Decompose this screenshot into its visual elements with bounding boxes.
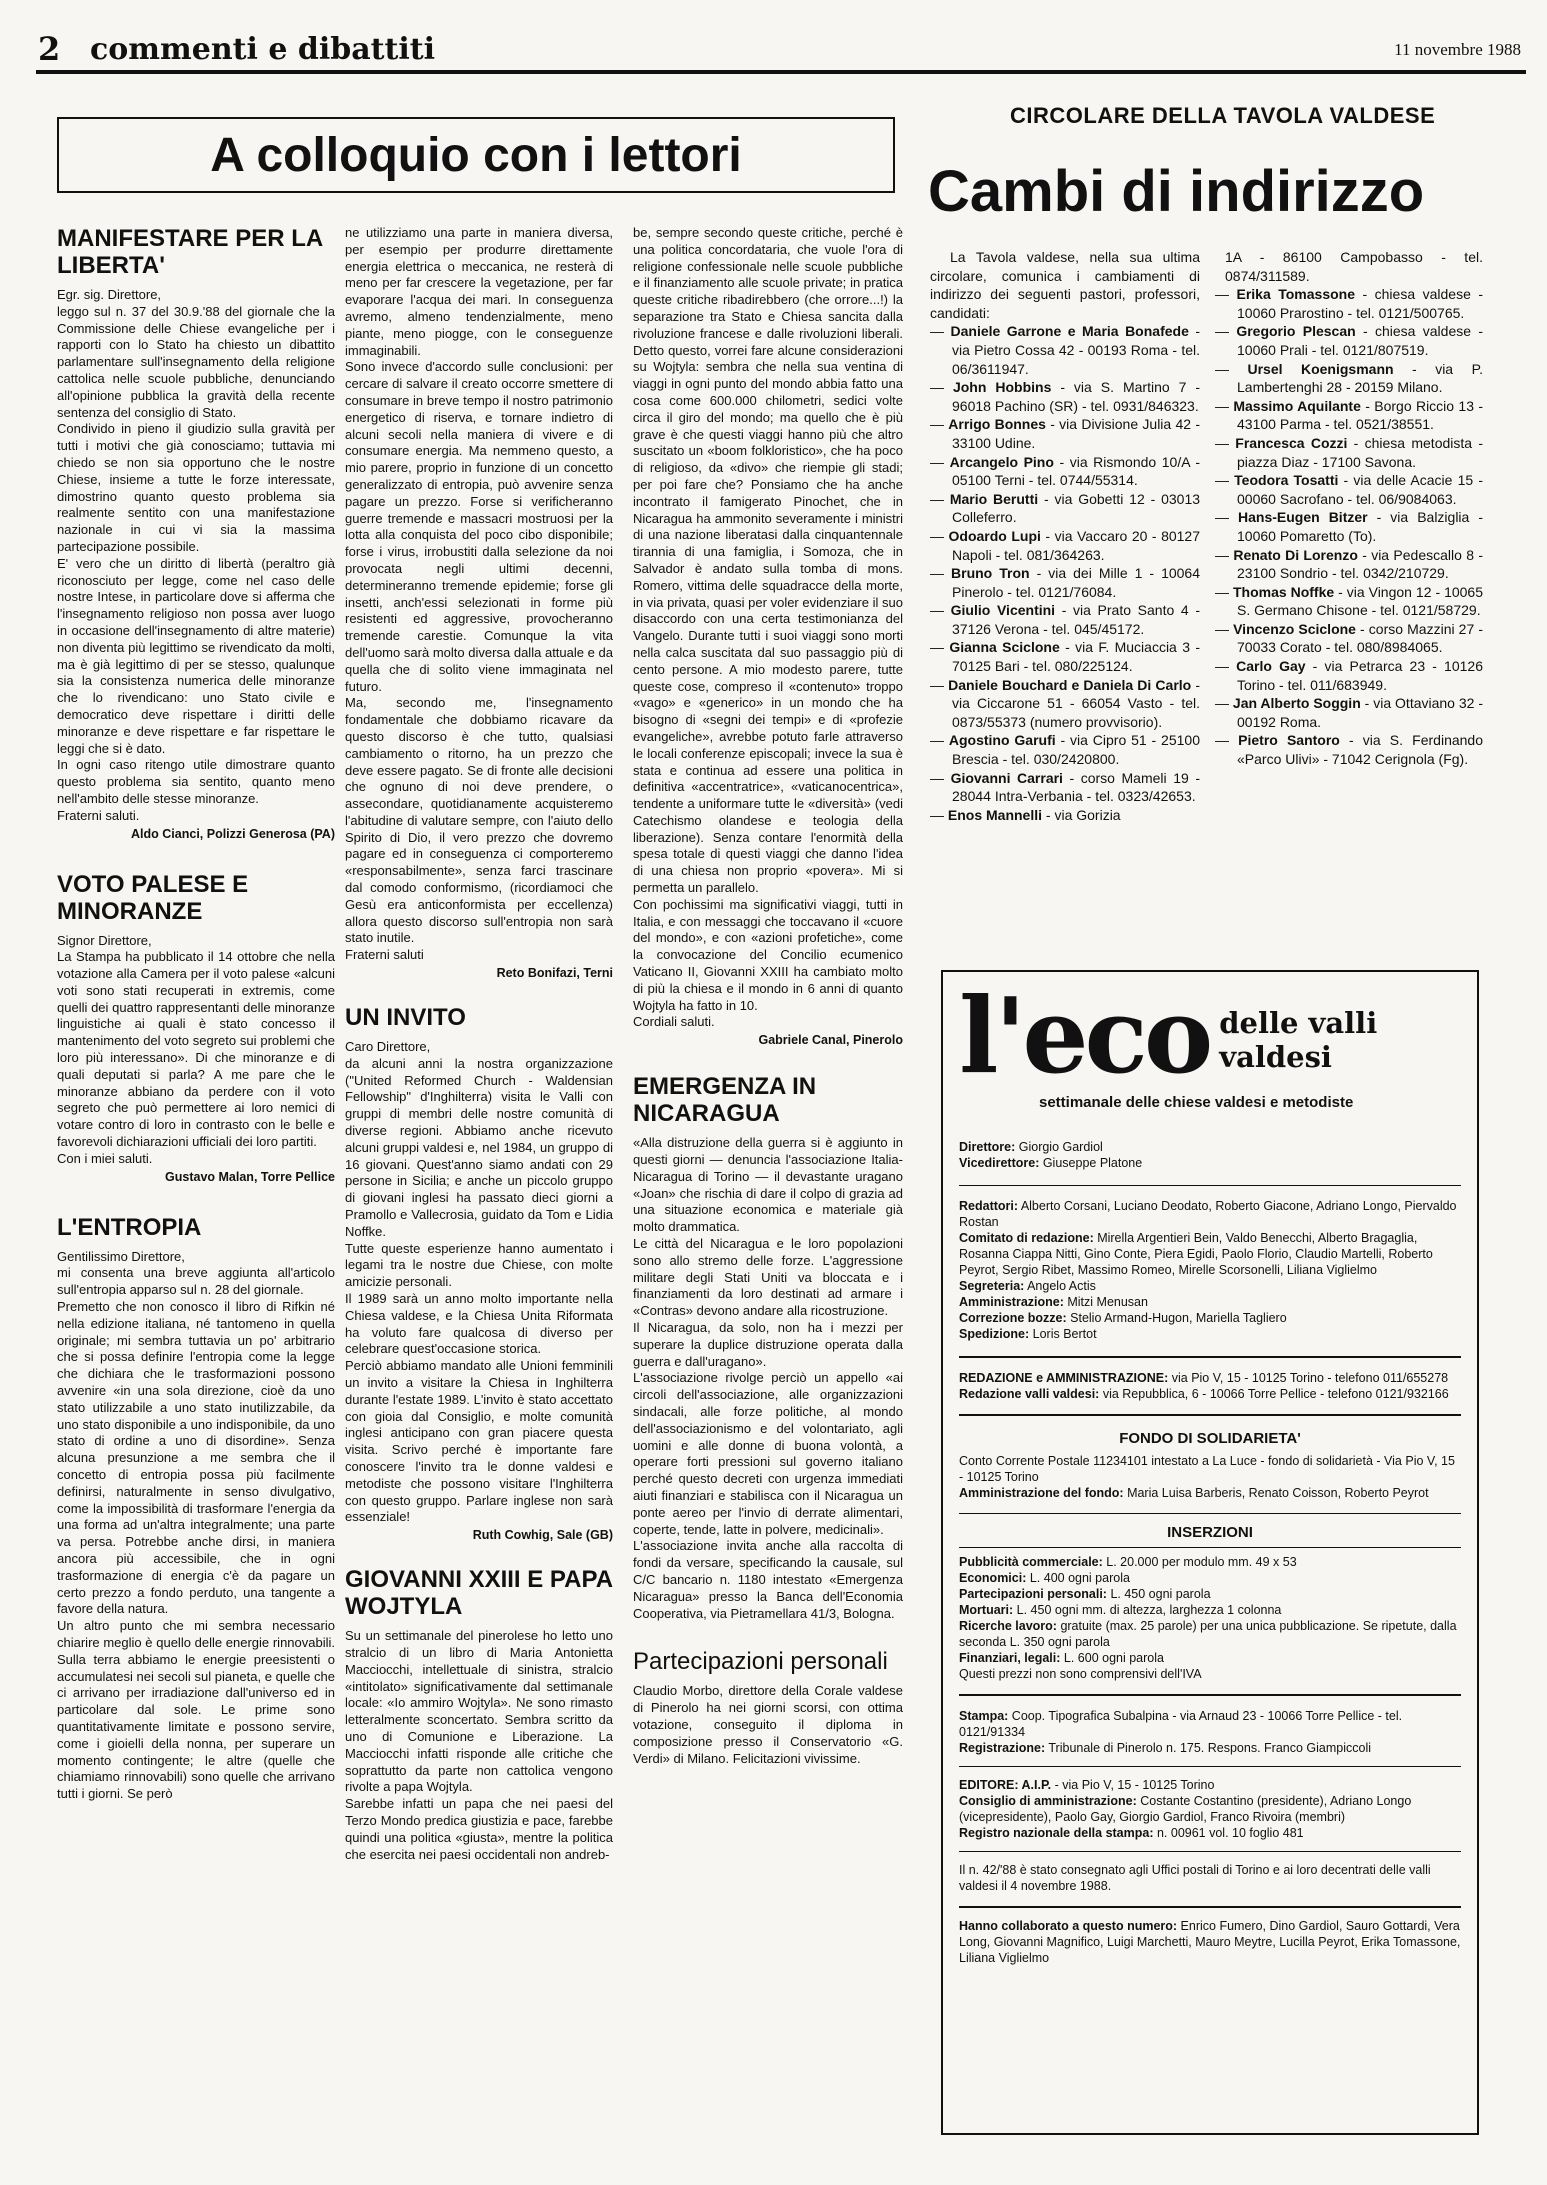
inserzione-line-value: L. 450 ogni parola: [1106, 1587, 1211, 1601]
entry-name: Daniele Garrone e Maria Bonafede: [950, 323, 1189, 340]
stampa-line-value: Tribunale di Pinerolo n. 175. Respons. Franco Giampiccoli: [1045, 1741, 1372, 1755]
letter-body-manifestare: Egr. sig. Direttore, leggo sul n. 37 del 30.9.'88 del giornale che la Commissione delle Chiese evangeliche per i rapporti con lo Stato ha chiesto un dibattito parlamentare sull'insegnamento della religione cattolica nelle scuole pubbliche, denunciando all'opinione pubblica la gravità della recente sentenza del consiglio di Stato. Condivido in pieno il giudizio sulla gravità per tutti i motivi che già conosciamo; tuttavia mi chiedo se non sia opportuno che le nostre Chiese, insieme a tutte le forze interessate, dimostrino quanto questo problema sia realmente sentito con una manifestazione nazionale in cui vi sia la massima partecipazione possibile. E' vero che un diritto di libertà (peraltro già riconosciuto per legge, come nel caso delle nostre Intese, in particolare dove si afferma che l'insegnamento religioso non possa aver luogo in occasione dell'insegnamento di altre materie) non diventa più legittimo se rivendicato da molti, ma è già legittimo di per se stesso, qualunque sia la consistenza numerica delle minoranze che lo rivendicano: uno Stato civile e democratico deve rispettare i diritti delle minoranze e deve rispettare e far rispettare le leggi che si è dato. In ogni caso ritengo utile dimostrare quanto questo problema sia sentito, quanto meno nell'ambito delle stesse minoranze. Fraterni saluti.: [57, 287, 335, 823]
inserzione-line-label: Pubblicità commerciale:: [959, 1555, 1103, 1569]
stampa-line-label: Registrazione:: [959, 1741, 1046, 1755]
entry-name: John Hobbins: [952, 379, 1052, 396]
collaborato-value: Enrico Fumero, Dino Gardiol, Sauro Gottardi, Vera Long, Giovanni Magnifico, Luigi Marchetti, Mauro Meytre, Lucilla Peyrot, Erika Tomassone, Liliana Viglielmo: [959, 1919, 1461, 1965]
letter-body-giovanni-cont: be, sempre secondo queste critiche, perché è una politica concordataria, che vuole l'ora di religione confessionale nelle scuole pubbliche e il finanziamento alle scuole private; in pratica queste critiche ribadirebbero (che orrore...!) la separazione tra Stato e Chiesa sancita dalla rivoluzione francese e dalle rivoluzioni liberali. Detto questo, vorrei fare alcune considerazioni su Wojtyla: sembra che nella sua ventina di viaggi in ogni punto del mondo abbia fatto una cosa come 600.000 chilometri, sedici volte circa il giro del mondo; ma quello che è più grave è che questi viaggi hanno più che altro suscitato un «boom folkloristico», che ha poco di religioso, da «divo» che riempie gli stadi; per poi fare che? Ponsiamo che ha anche incontrato il famigerato Pinochet, che in Nicaragua ha ammonito severamente i ministri di una nazione liberatasi dalla cinquantennale tirannia di una famiglia, i Somoza, che in Salvador è andato sulla tomba di mons. Romero, vittima delle squadracce della morte, in via privata, quasi per voler evidenziare il suo disaccordo con una certa testimonianza del Vangelo. Durante tutti i suoi viaggi sono morti nella calca suscitata dal suo passaggio più di cento persone. A mio modesto parere, tutte queste cose, compreso il «contenuto» troppo «vago» e «generico» in un mondo che ha bisogno di «segni dei tempi» e di «profezie evangeliche», avrebbe potuto farle attraverso le locali conferenze episcopali; invece la sua è stata e continua ad essere una politica in definitiva «accentratrice», «vaticanocentrica», tendente a uniformare tutte le «diversità» (vedi Catechismo olandese e teologia della liberazione). Senza contare l'enormità della spesa totale di questi viaggi che danno l'idea di una chiesa non proprio «povera». Mi si permetta un parallelo. Con pochissimi ma significativi viaggi, tutti in Italia, e con messaggi che toccavano il «cuore del mondo», e con «azioni profetiche», come la convocazione del Concilio ecumenico Vaticano II, Giovanni XXIII ha cambiato molto di più la chiesa e il mondo in 6 anni di quanto Wojtyla ha fatto in 10. Cordiali saluti.: [633, 225, 903, 1030]
entry-dash: —: [930, 732, 949, 749]
inserzione-line-label: Mortuari:: [959, 1603, 1014, 1617]
redazione-line-value: Mitzi Menusan: [1063, 1295, 1148, 1309]
circolare-col-1: [930, 248, 1200, 824]
letter-body-invito: Caro Direttore, da alcuni anni la nostra organizzazione ("United Reformed Church - Waldensian Fellowship" d'Inghilterra) visita le Valli con gruppi di membri delle nostre comunità di diverse regioni. Abbiamo anche ricevuto alcuni gruppi valdesi e, nel 1984, un gruppo di 16 giovani. Quest'anno siamo andati con 29 persone in Sicilia; e anche un piccolo gruppo di giovani inglesi ha passato dieci giorni a Pramollo e Vallecrosia, guidato da Tom e Lidia Noffke. Tutte queste esperienze hanno aumentato i legami tra le nostre due Chiese, con molte amicizie personali. Il 1989 sarà un anno molto importante nella Chiesa valdese, e la Chiesa Unita Riformata ha voluto fare qualcosa di diverso per celebrare quest'occasione storica. Perciò abbiamo mandato alle Unioni femminili un invito a visitare la Chiesa in Inghilterra durante l'estate 1989. L'invito è stato accettato con gioia dal Consiglio, e molte comunità inglesi anticipano con gran piacere questa visita. Scrivo perché è importante fare conoscere l'invito tra le donne valdesi e metodiste che possono visitare l'Inghilterra con questo gruppo. Parlare inglese non sarà essenziale!: [345, 1039, 613, 1525]
inserzione-line-value: L. 450 ogni mm. di altezza, larghezza 1 colonna: [1013, 1603, 1282, 1617]
entry-address: - corso Mameli 19 - 28044 Intra-Verbania - tel. 0323/42653.: [952, 769, 1200, 805]
address-entry: [1215, 546, 1483, 583]
entry-name: Gianna Sciclone: [949, 639, 1060, 656]
eco-redazione: [959, 1198, 1461, 1342]
address-entry: [1215, 285, 1483, 322]
eco-divider: [959, 1906, 1461, 1908]
eco-divider: [959, 1356, 1461, 1358]
entry-address: - via Petrarca 23 - 10126 Torino - tel. 011/683949.: [1237, 658, 1483, 693]
letter-title-invito: UN INVITO: [345, 1004, 466, 1032]
colloquio-title: A colloquio con i lettori: [210, 128, 742, 182]
entry-dash: —: [930, 602, 951, 619]
entry-name: Hans-Eugen Bitzer: [1238, 509, 1368, 526]
entry-dash: —: [1215, 583, 1233, 600]
redazione-line: [959, 1278, 1461, 1294]
letter-signature-entropia: Reto Bonifazi, Terni: [496, 966, 613, 981]
sede-line: [959, 1370, 1461, 1386]
entry-address: - via P. Lambertenghi 28 - 20159 Milano.: [1237, 360, 1483, 396]
letter-signature-invito: Ruth Cowhig, Sale (GB): [472, 1528, 613, 1543]
entry-address: - via Vaccaro 20 - 80127 Napoli - tel. 081/364263.: [952, 527, 1201, 563]
entry-address: - via S. Ferdinando «Parco Ulivi» - 71042 Cerignola (Fg).: [1237, 732, 1483, 768]
inserzione-line: [959, 1602, 1461, 1618]
circolare-title: Cambi di indirizzo: [928, 159, 1425, 224]
entry-dash: —: [1215, 658, 1237, 675]
address-entry: [930, 769, 1200, 806]
letter-signature-manifestare: Aldo Cianci, Polizzi Generosa (PA): [131, 826, 335, 841]
column-2: [345, 225, 613, 1863]
redazione-line-label: Amministrazione:: [959, 1295, 1064, 1309]
address-entry: [1215, 583, 1483, 620]
eco-masthead-small: delle valli valdesi: [1219, 1006, 1378, 1074]
eco-staff: [959, 1139, 1461, 1171]
entry-name: Giulio Vicentini: [950, 602, 1056, 619]
entry-dash: —: [930, 453, 950, 470]
editore-line-value: Costante Costantino (presidente), Adriano Longo (vicepresidente), Paolo Gay, Giorgio Gardiol, Franco Rivoira (membri): [959, 1794, 1412, 1824]
inserzione-line-label: Ricerche lavoro:: [959, 1619, 1057, 1633]
address-entry: [930, 806, 1200, 825]
redazione-line-label: Comitato di redazione:: [959, 1231, 1094, 1245]
letter-signature-voto: Gustavo Malan, Torre Pellice: [165, 1169, 335, 1184]
address-entry: [930, 415, 1200, 452]
inserzione-line: [959, 1650, 1461, 1666]
redazione-line-value: Stelio Armand-Hugon, Mariella Tagliero: [1066, 1311, 1287, 1325]
address-entry: [930, 638, 1200, 675]
eco-masthead-big: l'eco: [959, 974, 1210, 1097]
entry-name: Teodora Tosatti: [1234, 472, 1339, 489]
editore-line: [959, 1777, 1461, 1793]
letter-title-voto: VOTO PALESE E MINORANZE: [57, 870, 249, 925]
issue-date: 11 novembre 1988: [1394, 40, 1521, 59]
entry-name: Massimo Aquilante: [1233, 397, 1361, 414]
entry-name: Gregorio Plescan: [1236, 323, 1356, 340]
fondo-admin-value: Maria Luisa Barberis, Renato Coisson, Roberto Peyrot: [1123, 1486, 1429, 1500]
redazione-line-label: Segreteria:: [959, 1279, 1025, 1293]
entry-address: - via Ottaviano 32 - 00192 Roma.: [1237, 695, 1483, 730]
section-title: commenti e dibattiti: [90, 32, 436, 67]
entry-dash: —: [1215, 286, 1237, 303]
editore-line: [959, 1825, 1461, 1841]
redazione-line: [959, 1230, 1461, 1278]
address-entry: [930, 731, 1200, 768]
redazione-line-value: Loris Bertot: [1029, 1327, 1097, 1341]
address-entry: [1215, 620, 1483, 657]
entry-address: - via Gobetti 12 - 03013 Colleferro.: [952, 490, 1201, 526]
letter-body-entropia: Gentilissimo Direttore, mi consenta una breve aggiunta all'articolo sull'entropia apparso sul n. 28 del giornale. Premetto che non conosco il libro di Rifkin né nella edizione italiana, né tantomeno in quella originale; mi sembra tuttavia un po' arbitrario che si possa definire l'entropia come la legge che dichiara che le trasformazioni possono avvenire «in una sola direzione, cioè da uno stato utilizzabile a uno stato inutilizzabile, da uno stato disponibile a uno indisponibile, da uno stato di ordine a uno di disordine». Senza alcuna presunzione a me sembra che il concetto di entropia possa più facilmente definirsi, naturalmente in senso divulgativo, come la impossibilità di trasformare l'energia da una forma ad un'altra integralmente; una parte va persa. Potrebbe anche dirsi, in maniera ancora più accessibile, che in ogni trasformazione di energia c'è da pagare un certo prezzo a fondo perduto, una tangente a favore della natura. Un altro punto che mi sembra necessario chiarire meglio è quello delle energie rinnovabili. Sulla terra abbiamo le energie preesistenti o accumulatesi nei secoli sul pianeta, e quelle che ci arrivano per irradiazione dall'universo ed in particolare dal sole. Le prime sono quantitativamente limitate e possono servire, come i gioielli della nonna, per superare un momento contingente; le altre (quelle che chiamiamo rinnovabili) sono quelle che arrivano tutti i giorni. Se però: [57, 1248, 335, 1802]
address-lead: 1A - 86100 Campobasso - tel. 0874/311589.: [1225, 249, 1483, 284]
eco-editore: [959, 1777, 1461, 1841]
circolare-col-2: [1215, 248, 1483, 769]
eco-collaborato: [959, 1918, 1461, 1966]
inserzione-line-value: L. 20.000 per modulo mm. 49 x 53: [1102, 1555, 1297, 1569]
entry-name: Agostino Garufi: [948, 732, 1056, 749]
entry-dash: —: [930, 565, 952, 582]
article-title-emergenza: EMERGENZA IN NICARAGUA: [633, 1073, 817, 1128]
entry-dash: —: [1215, 732, 1239, 749]
eco-masthead: [959, 974, 1461, 1097]
entry-address: - via Cipro 51 - 25100 Brescia - tel. 030/2420800.: [952, 732, 1200, 768]
address-list-2: [1215, 285, 1483, 768]
entry-name: Bruno Tron: [951, 565, 1030, 582]
fondo-title: FONDO DI SOLIDARIETA': [1119, 1430, 1301, 1447]
inserzione-line-label: Economici:: [959, 1571, 1027, 1585]
sede-line-value: via Repubblica, 6 - 10066 Torre Pellice - telefono 0121/932166: [1099, 1387, 1449, 1401]
entry-name: Thomas Noffke: [1232, 583, 1335, 600]
entry-dash: —: [1215, 472, 1235, 489]
entry-dash: —: [1215, 695, 1233, 712]
redazione-line-value: Mirella Argentieri Bein, Valdo Benecchi, Alberto Bragaglia, Rosanna Ciappa Nitti, Gino Conte, Piera Egidi, Paolo Florio, Claudio Martelli, Roberto Peyrot, Sergio Ribet, Massimo Romeo, Mirelle Scorsonelli, Liliana Viglielmo: [959, 1231, 1433, 1277]
address-entry: [1215, 471, 1483, 508]
letter-title-entropia: L'ENTROPIA: [57, 1213, 202, 1241]
redazione-line-value: Alberto Corsani, Luciano Deodato, Roberto Giacone, Adriano Longo, Piervaldo Rostan: [959, 1199, 1457, 1229]
page-number: 2: [38, 30, 61, 68]
entry-dash: —: [1215, 397, 1234, 414]
address-entry: [1215, 360, 1483, 397]
address-entry: [930, 564, 1200, 601]
header-rule: [36, 70, 1526, 74]
address-entry: [930, 490, 1200, 527]
circolare-kicker: CIRCOLARE DELLA TAVOLA VALDESE: [1010, 103, 1436, 128]
entry-dash: —: [930, 379, 953, 396]
letter-title-giovanni: GIOVANNI XXIII E PAPA WOJTYLA: [345, 1566, 613, 1621]
letter-signature-giovanni: Gabriele Canal, Pinerolo: [758, 1033, 903, 1048]
entry-dash: —: [930, 769, 951, 786]
entry-dash: —: [1215, 546, 1234, 563]
entry-address: - via Ciccarone 51 - 66054 Vasto - tel. 0873/55373 (numero provvisorio).: [952, 676, 1200, 730]
editore-line-value: - via Pio V, 15 - 10125 Torino: [1051, 1778, 1215, 1792]
eco-divider: [959, 1851, 1461, 1852]
inserzione-line-value: gratuite (max. 25 parole) per una unica pubblicazione. Se ripetute, dalla seconda L. 350 ogni parola: [959, 1619, 1457, 1649]
letter-body-giovanni: Su un settimanale del pinerolese ho letto uno stralcio di un libro di Maria Antonietta Macciocchi, intellettuale di sinistra, stralcio «intitolato» significativamente dal settimanale locale: «Io ammiro Wojtyla». Ne sono rimasto letteralmente sconcertato. Sembra scritto da uno di Comunione e Liberazione. La Macciocchi infatti risponde alle critiche che soprattutto da parte non cattolica vengono rivolte a papa Wojtyla. Sarebbe infatti un papa che nei paesi del Terzo Mondo predica giustizia e pace, farebbe quindi una politica «giusta», mentre la politica che esercita nei paesi occidentali non andreb-: [345, 1628, 613, 1862]
fondo-admin-label: Amministrazione del fondo:: [959, 1486, 1124, 1500]
entry-address: - via Prato Santo 4 - 37126 Verona - tel. 045/45172.: [952, 602, 1200, 637]
inserzione-line: [959, 1618, 1461, 1650]
entry-dash: —: [1215, 323, 1237, 340]
inserzione-line: [959, 1570, 1461, 1586]
entry-name: Renato Di Lorenzo: [1233, 546, 1358, 563]
eco-divider: [959, 1694, 1461, 1696]
entry-dash: —: [930, 676, 949, 693]
entry-name: Vincenzo Sciclone: [1233, 620, 1356, 637]
entry-dash: —: [930, 323, 951, 340]
redazione-line-label: Correzione bozze:: [959, 1311, 1067, 1325]
entry-address: - corso Mazzini 27 - 70033 Corato - tel. 080/8984065.: [1237, 620, 1483, 656]
entry-address: - via delle Acacie 15 - 00060 Sacrofano - tel. 06/9084063.: [1237, 472, 1484, 507]
staff-line-label: Direttore:: [959, 1140, 1016, 1154]
entry-name: Ursel Koenigsmann: [1247, 360, 1394, 377]
eco-divider: [959, 1766, 1461, 1767]
eco-inserzioni: [959, 1554, 1461, 1682]
sede-line-label: Redazione valli valdesi:: [959, 1387, 1100, 1401]
address-entry: [930, 601, 1200, 638]
editore-line-label: Registro nazionale della stampa:: [959, 1826, 1154, 1840]
staff-line: [959, 1155, 1461, 1171]
eco-divider: [959, 1185, 1461, 1186]
entry-dash: —: [1215, 360, 1248, 377]
entry-dash: —: [1215, 509, 1239, 526]
inserzione-line-value: L. 600 ogni parola: [1060, 1651, 1164, 1665]
address-entry: [1215, 731, 1483, 768]
stampa-line-label: Stampa:: [959, 1709, 1009, 1723]
partecipazioni-body: Claudio Morbo, direttore della Corale valdese di Pinerolo ha nei giorni scorsi, con ottima votazione, conseguito il diploma in composizione presso il Conservatorio «G. Verdi» di Milano. Felicitazioni vivissime.: [633, 1683, 903, 1766]
entry-address: - chiesa valdese - 10060 Prali - tel. 0121/807519.: [1237, 323, 1484, 358]
inserzione-line: [959, 1666, 1461, 1682]
redazione-line-label: Redattori:: [959, 1199, 1019, 1213]
address-entry: [1215, 657, 1483, 694]
address-entry: [930, 322, 1200, 378]
stampa-line: [959, 1708, 1461, 1740]
entry-name: Mario Berutti: [949, 490, 1039, 507]
address-entry: [930, 453, 1200, 490]
inserzione-line-label: Finanziari, legali:: [959, 1651, 1061, 1665]
eco-divider: [959, 1414, 1461, 1416]
entry-dash: —: [930, 639, 950, 656]
eco-divider: [959, 1547, 1461, 1548]
entry-address: - via Pietro Cossa 42 - 00193 Roma - tel. 06/3611947.: [952, 323, 1201, 377]
eco-box: [941, 970, 1479, 2135]
address-entry: [930, 676, 1200, 732]
address-entry: [930, 527, 1200, 564]
entry-address: - via F. Muciaccia 3 - 70125 Bari - tel. 080/225124.: [952, 639, 1200, 675]
fondo-text: Conto Corrente Postale 11234101 intestato a La Luce - fondo di solidarietà - Via Pio V, 15 - 10125 Torino: [959, 1454, 1455, 1484]
entry-dash: —: [930, 806, 948, 823]
address-entry: [1215, 508, 1483, 545]
collaborato-label: Hanno collaborato a questo numero:: [959, 1919, 1178, 1933]
entry-dash: —: [1215, 620, 1234, 637]
entry-dash: —: [1215, 434, 1236, 451]
entry-dash: —: [930, 490, 950, 507]
entry-address: - via Divisione Julia 42 - 33100 Udine.: [952, 416, 1201, 451]
column-1: [57, 225, 335, 1803]
redazione-line: [959, 1310, 1461, 1326]
inserzione-line-value: Questi prezzi non sono comprensivi dell'IVA: [959, 1667, 1202, 1681]
entry-name: Enos Mannelli: [947, 806, 1043, 823]
entry-dash: —: [930, 527, 949, 544]
inserzione-line-value: L. 400 ogni parola: [1026, 1571, 1130, 1585]
fondo-admin: [959, 1485, 1461, 1501]
entry-address: - chiesa metodista - piazza Diaz - 17100 Savona.: [1237, 434, 1483, 470]
eco-stampa: [959, 1708, 1461, 1756]
entry-address: - Borgo Riccio 13 - 43100 Parma - tel. 0521/38551.: [1237, 397, 1484, 433]
circolare-intro: La Tavola valdese, nella sua ultima circolare, comunica i cambiamenti di indirizzo dei seguenti pastori, professori, candidati:: [930, 249, 1200, 321]
sede-line-label: REDAZIONE e AMMINISTRAZIONE:: [959, 1371, 1169, 1385]
staff-line-value: Giorgio Gardiol: [1015, 1140, 1103, 1154]
address-entry: [1215, 322, 1483, 359]
inserzione-line-label: Partecipazioni personali:: [959, 1587, 1107, 1601]
editore-line: [959, 1793, 1461, 1825]
eco-sedi: [959, 1370, 1461, 1402]
entry-name: Pietro Santoro: [1238, 732, 1340, 749]
entry-address: - via Rismondo 10/A - 05100 Terni - tel. 0744/55314.: [952, 453, 1200, 489]
stampa-line: [959, 1740, 1461, 1756]
inserzioni-title: INSERZIONI: [1167, 1524, 1253, 1541]
editore-line-label: EDITORE: A.I.P.: [959, 1778, 1052, 1792]
staff-line: [959, 1139, 1461, 1155]
entry-address: - via dei Mille 1 - 10064 Pinerolo - tel. 0121/76084.: [952, 565, 1201, 600]
entry-name: Giovanni Carrari: [950, 769, 1063, 786]
entry-address: - via Gorizia: [1042, 806, 1121, 823]
eco-consegna: Il n. 42/'88 è stato consegnato agli Uffici postali di Torino e ai loro decentrati delle valli valdesi il 4 novembre 1988.: [959, 1863, 1431, 1893]
address-entry: [930, 378, 1200, 415]
article-body-emergenza: «Alla distruzione della guerra si è aggiunto in questi giorni — denuncia l'associazione Italia-Nicaragua di Torino — il devastante uragano «Joan» che rischia di dare il colpo di grazia ad una situazione economica e materiale già molto drammatica. Le città del Nicaragua e le loro popolazioni sono allo stremo delle forze. L'aggressione militare degli Stati Uniti va bloccata e i finanziamenti da loro destinati ad armare i «Contras» devono andare alla ricostruzione. Il Nicaragua, da solo, non ha i mezzi per superare la duplice distruzione operata dalla guerra e dall'uragano». L'associazione rivolge perciò un appello «ai circoli dell'associazione, alle organizzazioni sindacali, alle forze politiche, al mondo dell'associazionismo e del volontariato, agli uomini e alle donne di buona volontà, a operare forti pressioni sul governo italiano perché questo decreti con urgenza immediati aiuti finanziari e stabilisca con il Nicaragua un ponte aereo per l'invio di derrate alimentari, coperte, tende, latte in polvere, medicinali». L'associazione invita anche alla raccolta di fondi da versare, specificando la causale, sul C/C bancario n. 1180 intestato «Emergenza Nicaragua» presso la Banca dell'Economia Cooperativa, via Pietramellara 41/3, Bologna.: [633, 1135, 903, 1621]
editore-line-label: Consiglio di amministrazione:: [959, 1794, 1137, 1808]
column-3: [633, 225, 903, 1767]
entry-address: - via Vingon 12 - 10065 S. Germano Chisone - tel. 0121/58729.: [1237, 583, 1484, 619]
staff-line-value: Giuseppe Platone: [1039, 1156, 1143, 1170]
redazione-line: [959, 1198, 1461, 1230]
sede-line: [959, 1386, 1461, 1402]
staff-line-label: Vicedirettore:: [959, 1156, 1040, 1170]
sede-line-value: via Pio V, 15 - 10125 Torino - telefono 011/655278: [1168, 1371, 1449, 1385]
entry-name: Jan Alberto Soggin: [1232, 695, 1361, 712]
inserzione-line: [959, 1586, 1461, 1602]
entry-name: Daniele Bouchard e Daniela Di Carlo: [948, 676, 1192, 693]
entry-name: Erika Tomassone: [1236, 286, 1355, 303]
letter-title-manifestare: MANIFESTARE PER LA LIBERTA': [57, 225, 323, 279]
redazione-line-label: Spedizione:: [959, 1327, 1030, 1341]
entry-address: - via Balziglia - 10060 Pomaretto (To).: [1237, 509, 1484, 544]
address-entry: [1215, 694, 1483, 731]
address-list-1: [930, 322, 1200, 824]
editore-line-value: n. 00961 vol. 10 foglio 481: [1153, 1826, 1304, 1840]
entry-name: Arcangelo Pino: [949, 453, 1054, 470]
entry-name: Francesca Cozzi: [1235, 434, 1348, 451]
entry-name: Odoardo Lupi: [948, 527, 1041, 544]
address-entry: [1215, 434, 1483, 471]
entry-name: Arrigo Bonnes: [948, 416, 1046, 433]
partecipazioni-title: Partecipazioni personali: [633, 1648, 888, 1676]
letter-body-entropia-cont: ne utilizziamo una parte in maniera diversa, per esempio per produrre direttamente energia elettrica o meccanica, ne resterà di meno per far crescere la vegetazione, per far evaporare l'acqua dei mari. In conseguenza avremo, almeno tendenzialmente, meno piante, meno piogge, con le conseguenze immaginabili. Sono invece d'accordo sulle conclusioni: per cercare di salvare il creato occorre smettere di consumare in breve tempo il nostro patrimonio energetico di riserva, e tornare indietro di alcuni secoli nella maniera di vivere e di consumare energia. Ma nemmeno questo, a mio parere, proprio in funzione di un concetto generalizzato di entropia, può avvenire senza pagare un prezzo. Forse si verificheranno guerre tremende e massacri mostruosi per la lotta alla conquista del poco cibo disponibile; forse i virus, irrobustiti dalla selezione da noi provocata negli ultimi decenni, determineranno tremende epidemie; forse gli insetti, anch'essi selezionati in forme più resistenti ed aggressive, provocheranno tremende carestie. Comunque la vita dell'uomo sarà molto diversa dalla attuale e da quella che di solito viene immaginata nel futuro. Ma, secondo me, l'insegnamento fondamentale che dobbiamo ricavare da questo discorso è che tutto, qualsiasi cambiamento o ritorno, ha un prezzo che deve essere pagato. Se di fronte alle decisioni che ognuno di noi deve prendere, o assecondare, quotidianamente acquisteremo l'abitudine di valutare sempre, con l'aiuto dello Spirito di Dio, il vero prezzo che dovremo pagare ed in conseguenza ci comporteremo «responsabilmente», senza farci trascinare dal comodo conformismo, (ricordiamoci che Gesù era anticonformista per eccellenza) allora questo discorso sull'entropia non sarà stato inutile. Fraterni saluti: [345, 225, 613, 963]
entry-address: - chiesa valdese - 10060 Prarostino - tel. 0121/500765.: [1237, 286, 1484, 321]
redazione-line: [959, 1326, 1461, 1342]
entry-dash: —: [930, 416, 949, 433]
redazione-line-value: Angelo Actis: [1024, 1279, 1096, 1293]
redazione-line: [959, 1294, 1461, 1310]
eco-divider: [959, 1513, 1461, 1514]
entry-address: - via S. Martino 7 - 96018 Pachino (SR) - tel. 0931/846323.: [952, 379, 1201, 414]
address-entry: [1215, 397, 1483, 434]
stampa-line-value: Coop. Tipografica Subalpina - via Arnaud 23 - 10066 Torre Pellice - tel. 0121/91334: [959, 1709, 1403, 1739]
colloquio-title-box: [57, 117, 895, 193]
eco-subtitle: settimanale delle chiese valdesi e metodiste: [1039, 1094, 1354, 1111]
entry-name: Carlo Gay: [1236, 658, 1306, 675]
inserzione-line: [959, 1554, 1461, 1570]
letter-body-voto: Signor Direttore, La Stampa ha pubblicato il 14 ottobre che nella votazione alla Camera per il voto palese «alcuni voti sono stati recuperati in extremis, come quelli dei quattro rappresentanti delle minoranze linguistiche ai quali è stato concesso il mantenimento del voto segreto sui problemi che loro più interessano». Di che minoranze e di quali deputati si parla? A me pare che le minoranze abbiano da perdere con il voto segreto che può permettere ai loro nemici di votare contro di loro in contrasto con le belle e favorevoli dichiarazioni ufficiali dei loro partiti. Con i miei saluti.: [57, 932, 335, 1166]
entry-address: - via Pedescallo 8 - 23100 Sondrio - tel. 0342/210729.: [1237, 546, 1483, 582]
